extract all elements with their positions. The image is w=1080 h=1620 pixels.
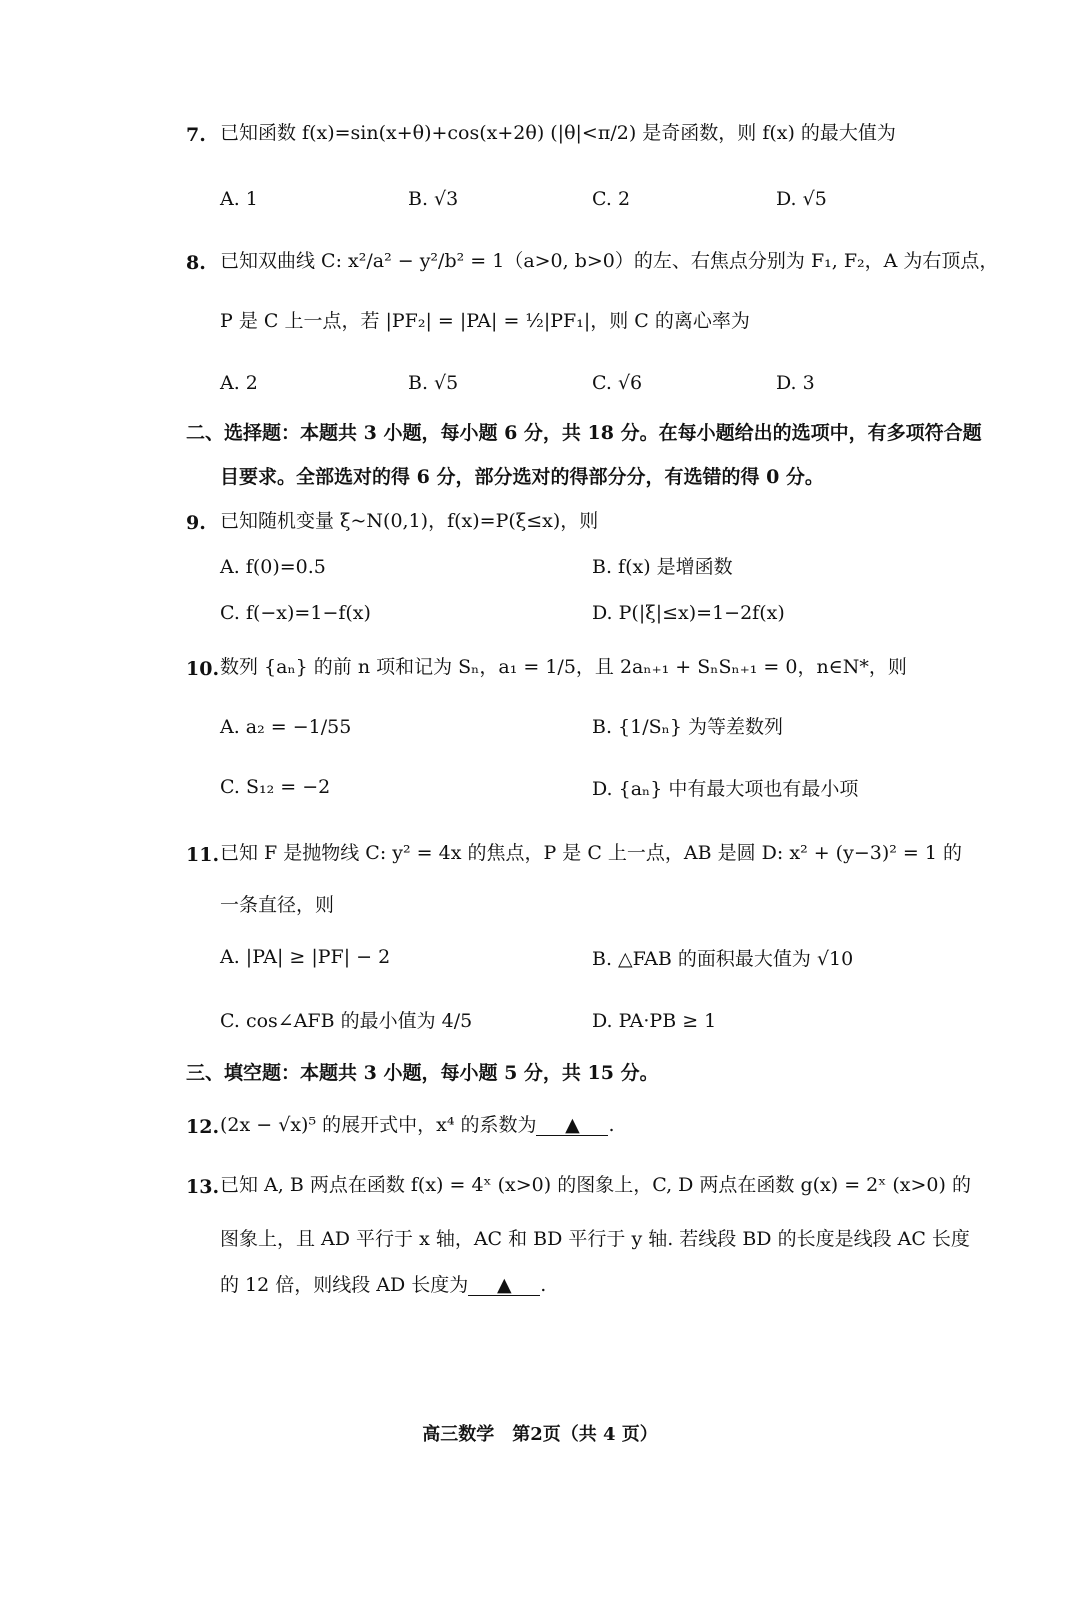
option-c: C. 2 (592, 188, 631, 210)
option-c: C. S₁₂ = −2 (220, 776, 331, 798)
option-b: B. △FAB 的面积最大值为 √10 (592, 948, 854, 970)
option-b: B. {1/Sₙ} 为等差数列 (592, 716, 783, 738)
question-stem-line-1: 已知 A, B 两点在函数 f(x) = 4ˣ (x>0) 的图象上，C, D 两点在函数 g(x) = 2ˣ (x>0) 的 (220, 1174, 971, 1196)
option-b: B. √3 (408, 188, 459, 210)
question-number: 10. (186, 658, 220, 680)
page-footer: 高三数学 第2页（共 4 页） (422, 1424, 658, 1445)
question-stem-line-3-row (220, 1276, 546, 1296)
answer-blank: ▲ (536, 1116, 608, 1136)
question-stem-line-1: 已知 F 是抛物线 C: y² = 4x 的焦点，P 是 C 上一点，AB 是圆 D: x² + (y−3)² = 1 的 (220, 842, 962, 864)
option-c: C. √6 (592, 372, 643, 394)
option-b: B. √5 (408, 372, 459, 394)
question-number: 12. (186, 1116, 220, 1138)
answer-blank: ▲ (468, 1276, 540, 1296)
option-a: A. 2 (220, 372, 258, 394)
question-number: 9. (186, 512, 206, 534)
question-stem-line-2: 一条直径，则 (220, 894, 335, 916)
question-number: 13. (186, 1176, 220, 1198)
option-c: C. cos∠AFB 的最小值为 4/5 (220, 1010, 473, 1032)
option-d: D. √5 (776, 188, 827, 210)
option-a: A. f(0)=0.5 (220, 556, 326, 578)
question-stem: (2x − √x)⁵ 的展开式中，x⁴ 的系数为 (220, 1114, 537, 1136)
question-end: . (608, 1114, 615, 1136)
option-a: A. a₂ = −1/55 (220, 716, 352, 738)
option-c: C. f(−x)=1−f(x) (220, 602, 371, 624)
question-number: 8. (186, 252, 206, 274)
option-d: D. {aₙ} 中有最大项也有最小项 (592, 778, 859, 800)
question-stem-line-2: P 是 C 上一点，若 |PF₂| = |PA| = ½|PF₁|，则 C 的离心率为 (220, 310, 750, 332)
option-a: A. |PA| ≥ |PF| − 2 (220, 946, 391, 968)
question-stem-line-3: 的 12 倍，则线段 AD 长度为 (220, 1274, 469, 1296)
question-stem-line-1: 已知双曲线 C: x²/a² − y²/b² = 1（a>0, b>0）的左、右焦点分别为 F₁, F₂，A 为右顶点， (220, 250, 999, 272)
question-number: 11. (186, 844, 220, 866)
option-a: A. 1 (220, 188, 258, 210)
option-d: D. P(|ξ|≤x)=1−2f(x) (592, 602, 785, 624)
option-b: B. f(x) 是增函数 (592, 556, 733, 578)
section-2-line-1: 二、选择题：本题共 3 小题，每小题 6 分，共 18 分。在每小题给出的选项中，有多项符合题 (186, 422, 982, 444)
section-3-line-1: 三、填空题：本题共 3 小题，每小题 5 分，共 15 分。 (186, 1062, 659, 1084)
question-stem: 已知函数 f(x)=sin(x+θ)+cos(x+2θ) (|θ|<π/2) 是奇函数，则 f(x) 的最大值为 (220, 122, 896, 144)
question-stem: 已知随机变量 ξ~N(0,1)，f(x)=P(ξ≤x)，则 (220, 510, 599, 532)
question-number: 7. (186, 124, 206, 146)
question-stem: 数列 {aₙ} 的前 n 项和记为 Sₙ，a₁ = 1/5，且 2aₙ₊₁ + SₙSₙ₊₁ = 0，n∈N*，则 (220, 656, 907, 678)
section-2-line-2: 目要求。全部选对的得 6 分，部分选对的得部分分，有选错的得 0 分。 (220, 466, 824, 488)
option-d: D. 3 (776, 372, 815, 394)
question-stem-row (220, 1116, 615, 1136)
option-d: D. PA·PB ≥ 1 (592, 1010, 717, 1032)
question-stem-line-2: 图象上，且 AD 平行于 x 轴，AC 和 BD 平行于 y 轴. 若线段 BD 的长度是线段 AC 长度 (220, 1228, 970, 1250)
question-end: . (540, 1274, 547, 1296)
